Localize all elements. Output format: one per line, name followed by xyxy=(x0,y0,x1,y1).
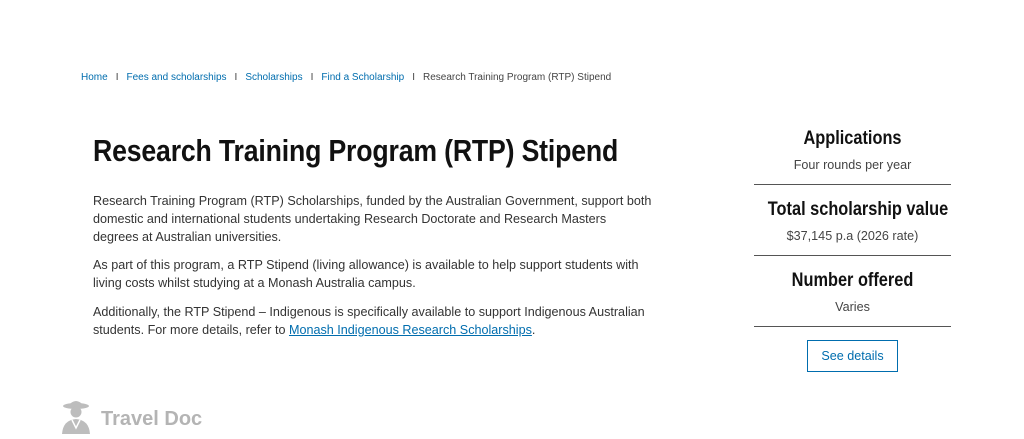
description xyxy=(93,193,653,351)
applications-heading: Applications xyxy=(803,128,902,149)
applications-value: Four rounds per year xyxy=(793,158,912,172)
breadcrumb-separator: I xyxy=(234,72,238,83)
breadcrumb-separator: I xyxy=(115,72,119,83)
number-offered-heading: Number offered xyxy=(791,270,914,291)
indigenous-scholarships-link[interactable]: Monash Indigenous Research Scholarships xyxy=(288,322,532,337)
breadcrumb-scholarships[interactable]: Scholarships xyxy=(245,72,303,83)
breadcrumb-find-a-scholarship[interactable]: Find a Scholarship xyxy=(321,72,405,83)
number-offered-value: Varies xyxy=(835,300,870,314)
scholarship-facts xyxy=(754,126,951,372)
watermark-text: Travel Doc xyxy=(101,407,203,430)
travel-doc-watermark xyxy=(57,398,202,439)
breadcrumb-home[interactable]: Home xyxy=(81,72,108,83)
traveler-icon xyxy=(57,398,95,439)
breadcrumb-separator: I xyxy=(310,72,314,83)
breadcrumb-current: Research Training Program (RTP) Stipend xyxy=(422,72,612,83)
see-details-button[interactable]: See details xyxy=(807,340,897,372)
description-paragraph-2: As part of this program, a RTP Stipend (living allowance) is available to help support students with living costs whilst studying at a Monash Australia campus. xyxy=(93,258,639,291)
description-paragraph-3 xyxy=(93,304,653,340)
page-title: Research Training Program (RTP) Stipend xyxy=(93,133,619,168)
fact-applications xyxy=(754,126,951,185)
fact-total-value xyxy=(754,197,951,256)
total-value-heading: Total scholarship value xyxy=(767,199,949,220)
paragraph-3-text: Additionally, the RTP Stipend – Indigenous is specifically available to support Indigenous Australian students. For more details, refer to xyxy=(93,304,645,337)
fact-number-offered xyxy=(754,268,951,327)
breadcrumb xyxy=(81,72,611,84)
breadcrumb-fees-and-scholarships[interactable]: Fees and scholarships xyxy=(126,72,227,83)
description-paragraph-1: Research Training Program (RTP) Scholarships, funded by the Australian Government, support both domestic and international students undertaking Research Doctorate and Research Masters degrees at Australian universities. xyxy=(93,194,652,244)
total-value-value: $37,145 p.a (2026 rate) xyxy=(786,229,919,243)
paragraph-3-end: . xyxy=(531,322,536,337)
breadcrumb-separator: I xyxy=(412,72,415,83)
